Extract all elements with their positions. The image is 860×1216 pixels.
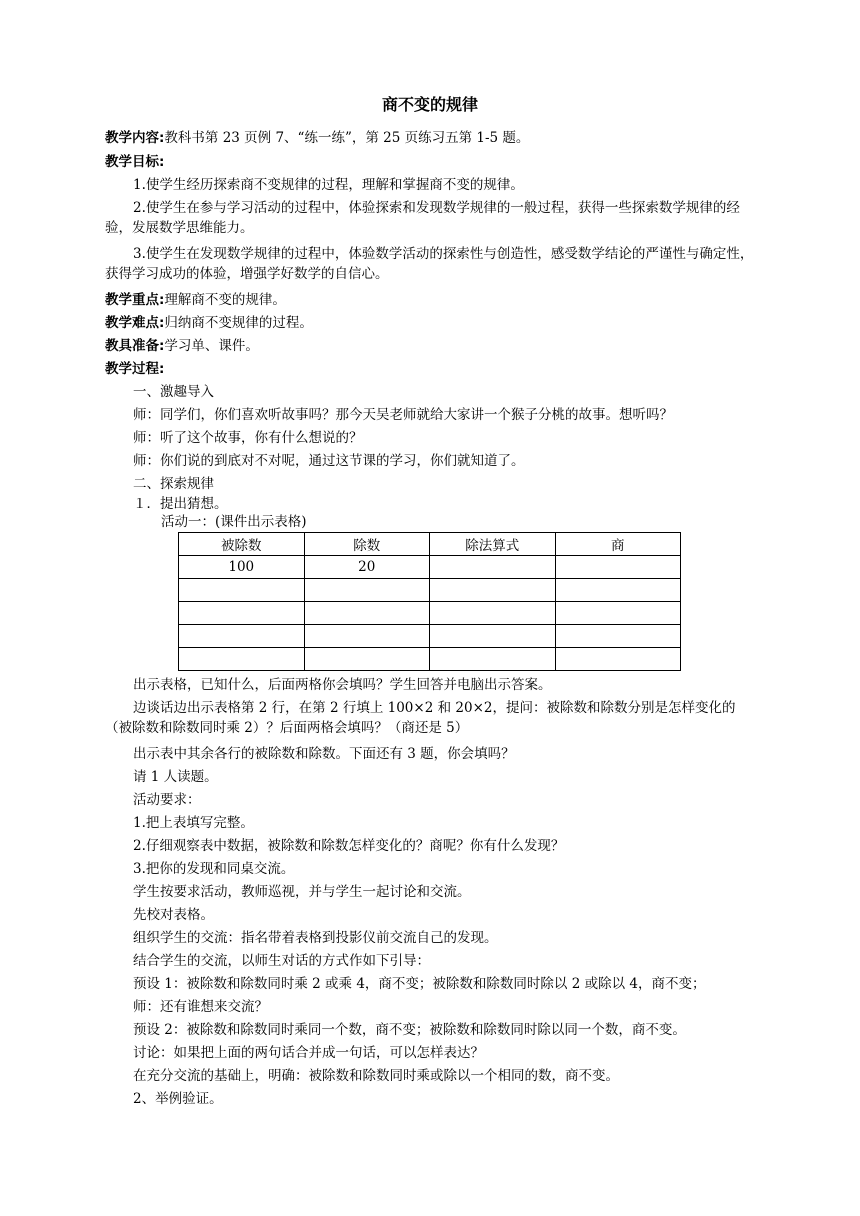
activity-1-caption: 活动一：(课件出示表格) <box>161 514 307 530</box>
document-title: 商不变的规律 <box>381 95 478 114</box>
table-cell <box>555 602 681 625</box>
table-cell <box>430 556 556 579</box>
section-1-line-1: 师：同学们，你们喜欢听故事吗？那今天吴老师就给大家讲一个猴子分桃的故事。想听吗？ <box>133 407 673 423</box>
section-1-heading: 一、激趣导入 <box>133 384 214 400</box>
table-cell: 20 <box>304 556 430 579</box>
table-cell <box>555 648 681 671</box>
table-cell <box>430 602 556 625</box>
table-row <box>179 625 681 648</box>
goals-label: 教学目标: <box>105 154 165 170</box>
table-row <box>179 648 681 671</box>
table-cell <box>179 579 305 602</box>
section-2-heading: 二、探索规律 <box>133 476 214 492</box>
process-label: 教学过程: <box>105 361 165 377</box>
table-cell <box>304 648 430 671</box>
division-table <box>178 532 681 671</box>
body-line-15: 预设 2：被除数和除数同时乘同一个数，商不变；被除数和除数同时除以同一个数，商不变。 <box>133 1022 686 1038</box>
table-cell <box>304 579 430 602</box>
table-cell <box>555 579 681 602</box>
table-header-quotient: 商 <box>555 533 681 556</box>
key-point-label: 教学重点: <box>105 292 165 308</box>
goal-1: 1.使学生经历探索商不变规律的过程，理解和掌握商不变的规律。 <box>133 177 524 193</box>
content-line <box>105 128 529 148</box>
tools-line <box>105 336 259 356</box>
table-cell <box>304 625 430 648</box>
section-1-line-2: 师：听了这个故事，你有什么想说的？ <box>133 430 363 446</box>
table-row <box>179 556 681 579</box>
body-line-13: 预设 1：被除数和除数同时乘 2 或乘 4，商不变；被除数和除数同时除以 2 或除以 4，商不变； <box>133 976 706 992</box>
table-cell <box>179 625 305 648</box>
table-header-row <box>179 533 681 556</box>
table-cell <box>430 648 556 671</box>
body-line-7: 2.仔细观察表中数据，被除数和除数怎样变化的？商呢？你有什么发现？ <box>133 838 565 854</box>
difficulty-text: 归纳商不变规律的过程。 <box>164 315 313 331</box>
body-line-2: 边谈话边出示表格第 2 行，在第 2 行填上 100×2 和 20×2，提问：被除数和除数分别是怎样变化的（被除数和除数同时乘 2）？后面两格会填吗？（商还是 5） <box>105 700 736 736</box>
body-line-18: 2、举例验证。 <box>133 1091 223 1107</box>
tools-text: 学习单、课件。 <box>164 338 259 354</box>
goal-3: 3.使学生在发现数学规律的过程中，体验数学活动的探索性与创造性，感受数学结论的严谨性与确定性，获得学习成功的体验，增强学好数学的自信心。 <box>105 246 754 282</box>
table-cell <box>430 579 556 602</box>
body-line-17: 在充分交流的基础上，明确：被除数和除数同时乘或除以一个相同的数，商不变。 <box>133 1068 619 1084</box>
key-point-text: 理解商不变的规律。 <box>164 292 286 308</box>
key-point-line <box>105 290 286 310</box>
table-cell <box>430 625 556 648</box>
difficulty-line <box>105 313 313 333</box>
body-line-1: 出示表格，已知什么，后面两格你会填吗？学生回答并电脑出示答案。 <box>133 677 552 693</box>
body-line-5: 活动要求： <box>133 792 201 808</box>
table-header-dividend: 被除数 <box>179 533 305 556</box>
table-cell <box>179 648 305 671</box>
table-cell: 100 <box>179 556 305 579</box>
body-line-8: 3.把你的发现和同桌交流。 <box>133 861 295 877</box>
body-line-3: 出示表中其余各行的被除数和除数。下面还有 3 题，你会填吗？ <box>133 746 515 762</box>
body-line-9: 学生按要求活动，教师巡视，并与学生一起讨论和交流。 <box>133 884 471 900</box>
table-cell <box>555 556 681 579</box>
body-line-16: 讨论：如果把上面的两句话合并成一句话，可以怎样表达？ <box>133 1045 484 1061</box>
table-cell <box>179 602 305 625</box>
body-line-12: 结合学生的交流，以师生对话的方式作如下引导： <box>133 953 430 969</box>
body-line-14: 师：还有谁想来交流？ <box>133 999 268 1015</box>
content-text: 教科书第 23 页例 7、“练一练”，第 25 页练习五第 1-5 题。 <box>164 130 530 146</box>
section-1-line-3: 师：你们说的到底对不对呢，通过这节课的学习，你们就知道了。 <box>133 453 525 469</box>
table-row <box>179 579 681 602</box>
table-header-expression: 除法算式 <box>430 533 556 556</box>
content-label: 教学内容: <box>105 130 165 146</box>
tools-label: 教具准备: <box>105 338 165 354</box>
section-2-step-1: １．提出猜想。 <box>133 496 228 512</box>
table-row <box>179 602 681 625</box>
body-line-6: 1.把上表填写完整。 <box>133 815 254 831</box>
goal-2: 2.使学生在参与学习活动的过程中，体验探索和发现数学规律的一般过程，获得一些探索数学规律的经验，发展数学思维能力。 <box>105 200 740 236</box>
table-header-divisor: 除数 <box>304 533 430 556</box>
body-line-10: 先校对表格。 <box>133 907 214 923</box>
difficulty-label: 教学难点: <box>105 315 165 331</box>
table-cell <box>555 625 681 648</box>
body-line-4: 请 1 人读题。 <box>133 769 218 785</box>
table-cell <box>304 602 430 625</box>
body-line-11: 组织学生的交流：指名带着表格到投影仪前交流自己的发现。 <box>133 930 498 946</box>
